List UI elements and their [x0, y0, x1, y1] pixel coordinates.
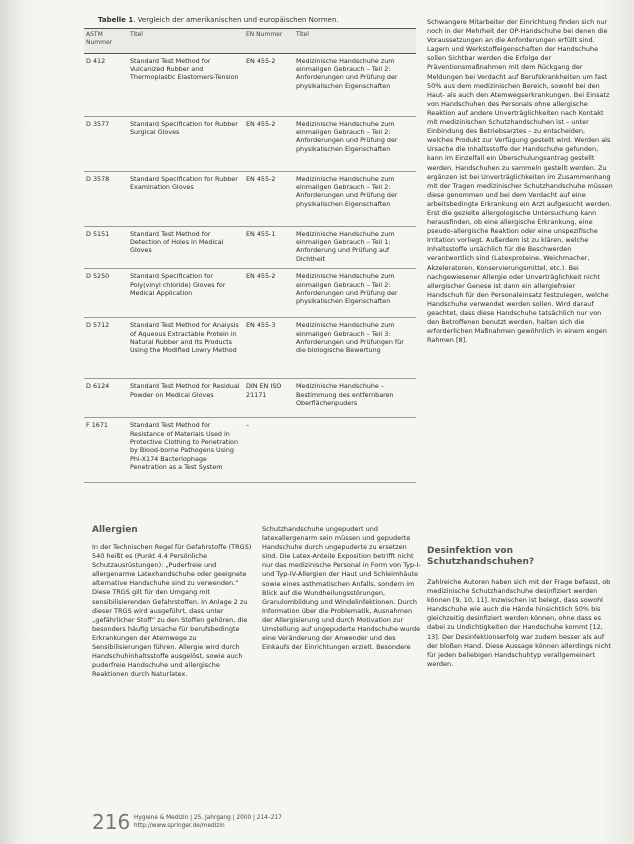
journal-line-1: Hygiene & Medizin | 25. Jahrgang | 2000 | 214–217: [134, 815, 282, 821]
cell-astm: D 6124: [84, 379, 128, 418]
cell-astm: D 3577: [84, 116, 128, 171]
cell-en: –: [244, 418, 294, 483]
cell-title-de: Medizinische Handschuhe zum einmaligen Gebrauch – Teil 2: Anforderungen und Prüfung der physikalischen Eigenschaften: [294, 53, 416, 116]
cell-title-de: Medizinische Handschuhe – Bestimmung des entfernbaren Oberflächenpuders: [294, 379, 416, 418]
cell-en: DIN EN ISO 21171: [244, 379, 294, 418]
desinfektion-column: [427, 578, 613, 669]
section-heading-desinfektion: Desinfektion von Schutzhandschuhen?: [427, 546, 535, 567]
cell-title-de: Medizinische Handschuhe zum einmaligen Gebrauch – Teil 1: Anforderung und Prüfung auf Dichtheit: [294, 226, 416, 269]
right-column-text: [427, 18, 613, 345]
cell-astm: D 5712: [84, 318, 128, 379]
table-header-row: [84, 29, 416, 53]
allergien-left-paragraph: In der Technischen Regel für Gefahrstoffe (TRGS) 540 heißt es (Punkt 4.4 Persönliche Schutzausrüstungen): „Puderfreie und allergenarme Latexhandschuhe oder geeignete alternative Handschuhe sind zu verwenden.“ Diese TRGS gilt für den Umgang mit sensibilisierenden Gefahrstoffen. In Anlage 2 zu dieser TRGS wird ausgeführt, dass unter „gefährlicher Stoff“ zu den Stoffen gehören, die besonders häufig Ursache für berufsbedingte Erkrankungen der Atemwege zu Sensibilisierungen führen. Allergie wird durch Handschuhinhaltsstoffe ausgelöst, sowie auch puderfreie Handschuhe und allergische Reaktionen durch Naturlatex.: [92, 543, 252, 679]
cell-astm: F 1671: [84, 418, 128, 483]
cell-astm: D 5250: [84, 269, 128, 318]
journal-url[interactable]: http://www.springer.de/medizin: [134, 823, 225, 829]
cell-title-de: [294, 418, 416, 483]
cell-title-en: Standard Test Method for Detection of Holes in Medical Gloves: [128, 226, 244, 269]
cell-en: EN 455-2: [244, 116, 294, 171]
cell-title-de: Medizinische Handschuhe zum einmaligen Gebrauch – Teil 2: Anforderungen und Prüfung der physikalischen Eigenschaften: [294, 171, 416, 226]
table-row: [84, 171, 416, 226]
allergien-left-column: [92, 543, 256, 679]
cell-title-en: Standard Test Method for Analysis of Aqueous Extractable Protein in Natural Rubber and Its Products Using the Modified Lowry Method: [128, 318, 244, 379]
cell-en: EN 455-2: [244, 171, 294, 226]
norms-table-block: [84, 14, 416, 483]
header-title-en: Titel: [128, 29, 244, 53]
cell-title-en: Standard Test Method for Resistance of Materials Used in Protective Clothing to Penetration by Blood-borne Pathogens Using Phi-X174 Bacteriophage Penetration as a Test System: [128, 418, 244, 483]
cell-en: EN 455-2: [244, 269, 294, 318]
page-footer: [92, 810, 412, 840]
journal-citation: [134, 814, 282, 830]
table-caption-label: Tabelle 1: [98, 16, 134, 24]
cell-title-de: Medizinische Handschuhe zum einmaligen Gebrauch – Teil 2: Anforderungen und Prüfung der physikalischen Eigenschaften: [294, 269, 416, 318]
cell-title-en: Standard Test Method for Residual Powder on Medical Gloves: [128, 379, 244, 418]
table-row: [84, 226, 416, 269]
cell-en: EN 455-3: [244, 318, 294, 379]
table-row: [84, 418, 416, 483]
table-row: [84, 379, 416, 418]
table-row: [84, 318, 416, 379]
cell-title-de: Medizinische Handschuhe zum einmaligen Gebrauch – Teil 2: Anforderungen und Prüfung der physikalischen Eigenschaften: [294, 116, 416, 171]
table-caption-text: . Vergleich der amerikanischen und europäischen Normen.: [133, 16, 339, 24]
table-row: [84, 53, 416, 116]
cell-title-en: Standard Specification for Rubber Surgical Gloves: [128, 116, 244, 171]
norms-table: [84, 28, 416, 483]
table-row: [84, 269, 416, 318]
cell-title-en: Standard Specification for Poly(vinyl chloride) Gloves for Medical Application: [128, 269, 244, 318]
allergien-mid-paragraph: Schutzhandschuhe ungepudert und latexallergenarm sein müssen und gepuderte Handschuhe durch ungepuderte zu ersetzen sind. Die Latex-Anteile Exposition betrifft nicht nur das medizinische Personal in Form von Typ-I- und Typ-IV-Allergien der Haut und Schleimhäute sowie eines asthmatischen Anfalls, sondern im Blick auf die Wundheilungsstörungen, Granulombildung und Windelinfektionen. Durch Information über die Problematik, Ausnahmen der Allergisierung und durch Motivation zur Umstellung auf ungepuderte Handschuhe wurde eine Veränderung der Anwender und des Einkaufs der Einrichtungen erzielt. Besondere: [262, 525, 421, 652]
allergien-mid-column: [262, 525, 422, 652]
cell-title-en: Standard Test Method for Vulcanized Rubber and Thermoplastic Elastomers-Tension: [128, 53, 244, 116]
cell-en: EN 455-1: [244, 226, 294, 269]
right-column-paragraph: Schwangere Mitarbeiter der Einrichtung finden sich nur noch in der Mehrheit der OP-Handschuhe bei denen die Voraussetzungen an die Anforderungen erfüllt sind. Lagern und Werkstoffeigenschaften der Handschuhe sollen Sichtbar werden die Erfolge der Präventionsmaßnahmen mit dem Rückgang der Meldungen bei Verdacht auf Berufskrankheiten um fast 50% aus dem medizinischen Bereich, sowohl bei den Haut- als auch den Atemwegserkrankungen. Bei Einsatz von Handschuhen des Personals ohne allergische Reaktion auf andere Unverträglichkeiten nach Kontakt mit medizinischen Schutzhandschuhen ist – unter Einbindung des Betriebsarztes – zu entscheiden, welches Produkt zur Verfügung gestellt wird. Werden als Ursache die Inhaltsstoffe der Handschuhe gefunden, kann im Einzelfall ein Überschulungsantrag gestellt werden. Handschuhen zu sammeln gestellt werden. Zu ergänzen ist bei Unverträglichkeiten im Zusammenhang mit der Tragen medizinischer Schutzhandschuhe müssen diese genommen und bei dem Verdacht auf eine arbeitsbedingte Erkrankung ein Arzt aufgesucht werden. Erst die gezielte allergologische Untersuchung kann herausfinden, ob eine allergische Erkrankung, eine pseudo-allergische Reaktion oder eine unspezifische Irritation vorliegt. Außerdem ist zu klären, welche Inhaltsstoffe ursächlich für die Beschwerden verantwortlich sind (Latexproteine, Weichmacher, Akzeleratoren, Konservierungsmittel, etc.). Bei nachgewiesener Allergie oder Unverträglichkeit nicht allergischer Genese ist dann ein allergiefreier Handschuh für den Personaleinsatz festzulegen, welche Handschuhe verwendet werden sollen. Wird darauf geachtet, dass diese Handschuhe tatsächlich nur von den Betroffenen benutzt werden, halten sich die erforderlichen Maßnahmen gewöhnlich in einem engen Rahmen [8].: [427, 18, 613, 345]
table-row: [84, 116, 416, 171]
desinfektion-paragraph: Zahlreiche Autoren haben sich mit der Frage befasst, ob medizinische Schutzhandschuhe desinfiziert werden können [9, 10, 11]. Inzwischen ist belegt, dass sowohl Handschuhe wie auch die Hände hinsichtlich 50% bis gleichzeitig desinfiziert werden können, ohne dass es dabei zu Undichtigkeiten der Handschuhe kommt [12, 13]. Der Desinfektionserfolg war zudem besser als auf der bloßen Hand. Diese Aussage können allerdings nicht für jeden beliebigen Handschuhtyp verallgemeinert werden.: [427, 578, 611, 668]
section-heading-allergien: Allergien: [92, 525, 138, 535]
cell-title-en: Standard Specification for Rubber Examination Gloves: [128, 171, 244, 226]
header-astm-number: ASTM Nummer: [84, 29, 128, 53]
header-en-number: EN Nummer: [244, 29, 294, 53]
table-caption: [84, 14, 416, 28]
cell-astm: D 412: [84, 53, 128, 116]
page-number: 216: [92, 810, 131, 834]
cell-astm: D 5151: [84, 226, 128, 269]
cell-en: EN 455-2: [244, 53, 294, 116]
cell-astm: D 3578: [84, 171, 128, 226]
cell-title-de: Medizinische Handschuhe zum einmaligen Gebrauch – Teil 3: Anforderungen und Prüfungen für die biologische Bewertung: [294, 318, 416, 379]
header-title-de: Titel: [294, 29, 416, 53]
scan-shadow: [0, 0, 20, 844]
